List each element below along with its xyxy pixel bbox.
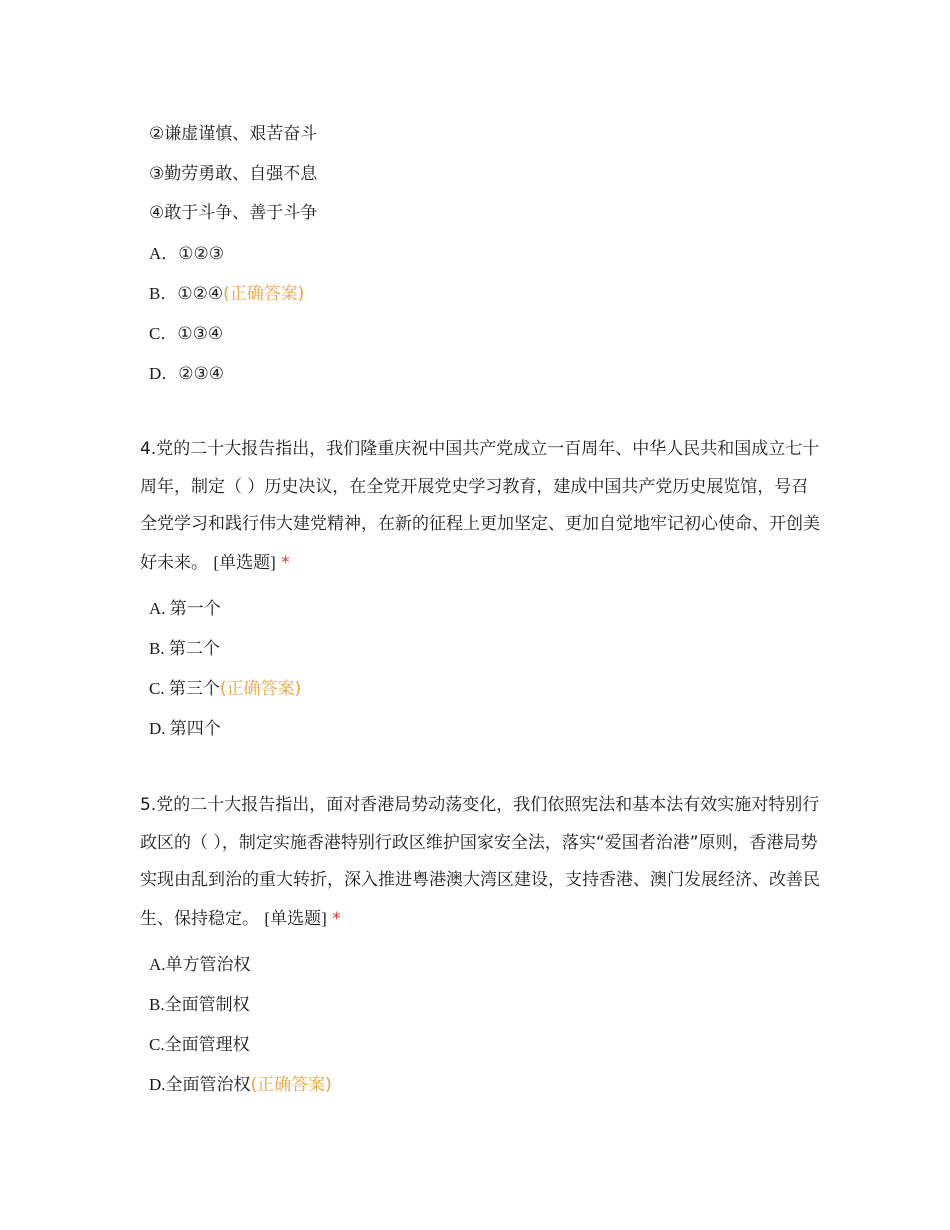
question-5-stem bbox=[140, 787, 820, 938]
option-letter: C. bbox=[149, 1035, 165, 1054]
q3-item-4: ④敢于斗争、善于斗争 bbox=[149, 203, 318, 223]
option-letter: B. bbox=[149, 995, 165, 1014]
q4-option-d[interactable] bbox=[149, 716, 221, 742]
q5-option-d[interactable] bbox=[149, 1072, 332, 1098]
q3-item-3: ③勤劳勇敢、自强不息 bbox=[149, 164, 318, 184]
option-text: 第二个 bbox=[168, 639, 220, 659]
option-letter: B. bbox=[149, 639, 169, 658]
question-4-stem bbox=[140, 431, 820, 582]
option-letter: A. bbox=[149, 955, 166, 974]
option-text: 全面管制权 bbox=[164, 995, 250, 1015]
q3-option-a[interactable] bbox=[149, 241, 224, 267]
option-letter: B． bbox=[149, 284, 178, 303]
question-type: [单选题] bbox=[264, 908, 327, 928]
option-text: ①②④ bbox=[177, 284, 224, 304]
q3-option-d[interactable] bbox=[149, 361, 224, 387]
required-asterisk: * bbox=[281, 552, 290, 573]
option-letter: D. bbox=[149, 719, 170, 738]
option-text: 全面管理权 bbox=[164, 1035, 250, 1055]
option-letter: A． bbox=[149, 244, 179, 263]
option-text: ②③④ bbox=[178, 364, 225, 384]
option-text: ①③④ bbox=[177, 324, 224, 344]
required-asterisk: * bbox=[332, 908, 341, 929]
question-type: [单选题] bbox=[213, 552, 276, 572]
correct-answer-label: (正确答案) bbox=[219, 679, 302, 699]
q4-option-b[interactable] bbox=[149, 636, 220, 662]
q5-option-a[interactable] bbox=[149, 952, 251, 978]
q3-option-b[interactable] bbox=[149, 281, 304, 307]
option-text: 全面管治权 bbox=[165, 1075, 251, 1095]
q4-option-a[interactable] bbox=[149, 596, 221, 622]
option-letter: A. bbox=[149, 599, 170, 618]
correct-answer-label: (正确答案) bbox=[223, 284, 305, 304]
question-text: 4.党的二十大报告指出，我们隆重庆祝中国共产党成立一百周年、中华人民共和国成立七十周年，制定（ ）历史决议，在全党开展党史学习教育，建成中国共产党历史展览馆，号召全党学习和践行伟大建党精神，在新的征程上更加坚定、更加自觉地牢记初心使命、开创美好未来。 bbox=[140, 439, 820, 573]
q4-option-c[interactable] bbox=[149, 676, 301, 702]
option-text: ①②③ bbox=[178, 244, 225, 264]
q5-option-b[interactable] bbox=[149, 992, 250, 1018]
option-letter: C. bbox=[149, 679, 169, 698]
q3-option-c[interactable] bbox=[149, 321, 223, 347]
option-letter: D. bbox=[149, 1075, 166, 1094]
option-text: 第四个 bbox=[169, 719, 221, 739]
question-text: 5.党的二十大报告指出，面对香港局势动荡变化，我们依照宪法和基本法有效实施对特别行政区的（ ），制定实施香港特别行政区维护国家安全法，落实“爱国者治港”原则，香港局势实现由乱到治的重大转折，深入推进粤港澳大湾区建设，支持香港、澳门发展经济、改善民生、保持稳定。 bbox=[140, 795, 820, 929]
option-letter: D． bbox=[149, 364, 179, 383]
option-letter: C． bbox=[149, 324, 178, 343]
q5-option-c[interactable] bbox=[149, 1032, 250, 1058]
option-text: 第三个 bbox=[168, 679, 220, 699]
option-text: 第一个 bbox=[169, 599, 221, 619]
q3-item-2: ②谦虚谨慎、艰苦奋斗 bbox=[149, 124, 318, 144]
option-text: 单方管治权 bbox=[165, 955, 251, 975]
correct-answer-label: (正确答案) bbox=[250, 1075, 332, 1095]
